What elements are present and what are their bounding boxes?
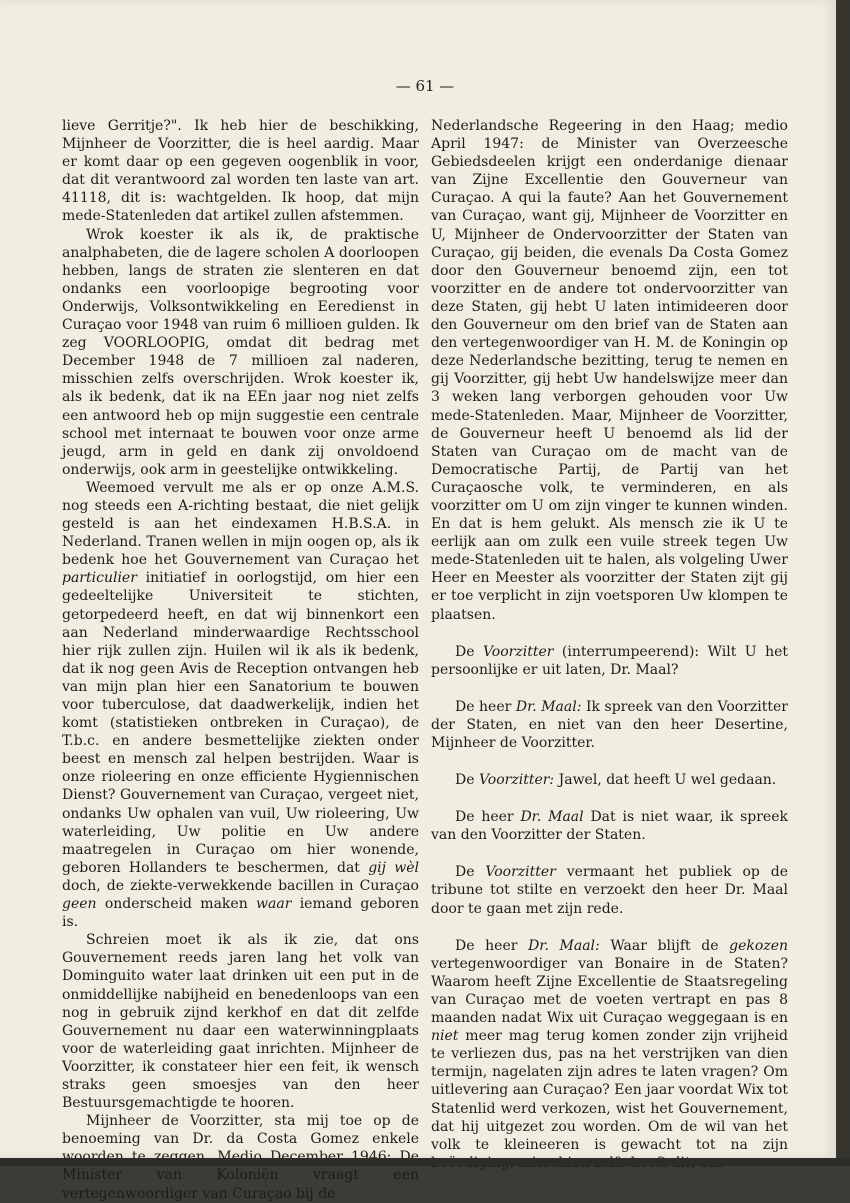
left-column xyxy=(62,117,419,1203)
speech-paragraph xyxy=(431,643,788,679)
text-run: Weemoed vervult me als er op onze A.M.S. nog steeds een A-richting bestaat, die niet gelijk gesteld is aan het eindexamen H.B.S.A. in Nederland. Tranen wellen in mijn oogen op, als ik bedenk hoe het Gouvernement van Curaçao het xyxy=(62,479,419,569)
speech-paragraph xyxy=(431,863,788,917)
text-run: De heer xyxy=(455,937,529,954)
italic-text: waar xyxy=(256,896,292,913)
speaker-name: Voorzitter xyxy=(482,643,554,660)
text-run: initiatief in oorlogstijd, om hier een gedeeltelijke Universiteit te stichten, getorpedeerd heeft, en dat wij binnenkort een aan Nederland minderwaardige Rechtsschool hier rijk zullen zijn. Huilen wil ik als ik bedenk, dat ik nog geen Avis de Reception ontvangen heb van mijn plan hier een Sanatorium te bouwen voor tuberculose, dat daadwerkelijk, indien het komt (statistieken ontbreken in Curaçao), de T.b.c. en andere besmettelijke ziekten onder beest en mensch zal helpen bestrijden. Waar is onze rioleering en onze efficiente Hygiennischen Dienst? Gouvernement van Curaçao, vergeet niet, ondanks Uw ophalen van vuil, Uw rioleering, Uw waterleiding, Uw politie en Uw andere maatregelen in Curaçao om hier wonende, geboren Hollanders te beschermen, dat xyxy=(62,570,419,876)
text-run: De heer xyxy=(455,809,521,826)
text-run: De xyxy=(455,643,483,660)
right-column xyxy=(431,117,788,1172)
speech-paragraph xyxy=(431,771,788,789)
text-run: Dat is niet waar, ik spreek van den Voorzitter der Staten. xyxy=(431,809,788,844)
text-run: vermaant het publiek op de tribune tot stilte en verzoekt den heer Dr. Maal door te gaan met zijn rede. xyxy=(431,864,788,917)
text-run: doch, de ziekte-verwekkende bacillen in Curaçao xyxy=(62,877,419,894)
text-run: Waar blijft de xyxy=(599,937,730,954)
italic-text: geen xyxy=(62,896,97,913)
italic-text: gekozen xyxy=(729,937,788,954)
text-run: onderscheid maken xyxy=(96,896,257,913)
page-edge-shadow xyxy=(836,0,850,1166)
speaker-name: Dr. Maal: xyxy=(528,937,600,954)
speaker-name: Voorzitter: xyxy=(478,772,555,789)
speech-paragraph xyxy=(431,808,788,844)
text-run: Jawel, dat heeft U wel gedaan. xyxy=(554,772,777,789)
italic-text: particulier xyxy=(62,570,137,587)
speech-paragraph xyxy=(431,698,788,752)
paragraph: Nederlandsche Regeering in den Haag; medio April 1947: de Minister van Overzeesche Gebiedsdeelen krijgt een onderdanige dienaar van Zijne Excellentie den Gouverneur van Curaçao. A qui la faute? Aan het Gouvernement van Curaçao, want gij, Mijnheer de Voorzitter en U, Mijnheer de Ondervoorzitter der Staten van Curaçao, gij beiden, die evenals Da Costa Gomez door den Gouverneur benoemd zijn, een tot voorzitter en de andere tot ondervoorzitter van deze Staten, gij hebt U laten intimideeren door den Gouverneur om den brief van de Staten aan den vertegenwoordiger van H. M. de Koningin op deze Nederlandsche bezitting, terug te nemen en gij Voorzitter, gij hebt Uw handelswijze meer dan 3 weken lang verborgen gehouden voor Uw mede-Statenleden. Maar, Mijnheer de Voorzitter, de Gouverneur heeft U benoemd als lid der Staten van Curaçao om de macht van de Democratische Partij, de Partij van het Curaçaosche volk, te verminderen, en als voorzitter om U om zijn vinger te kunnen winden. En dat is hem gelukt. Als mensch zie ik U te eerlijk aan om zulk een vuile streek tegen Uw mede-Statenleden uit te halen, als volgeling Uwer Heer en Meester als voorzitter der Staten zijt gij er toe verplicht in zijn voetsporen Uw klompen te plaatsen. xyxy=(431,118,788,623)
text-run: De xyxy=(455,864,486,881)
paragraph: Schreien moet ik als ik zie, dat ons Gouvernement reeds jaren lang het volk van Dominguito water laat drinken uit een put in de onmiddellijke nabijheid en benedenloops van een nog in gebruik zijnd kerkhof en dat dit zelfde Gouvernement nu daar een waterwinningplaats voor de waterleiding gaat inrichten. Mijnheer de Voorzitter, ik constateer hier een feit, ik wensch straks geen smoesjes van den heer Bestuursgemachtigde te hooren. xyxy=(62,932,419,1112)
text-run: De xyxy=(455,772,479,789)
text-run: (interrumpeerend): Wilt U het persoonlijke er uit laten, Dr. Maal? xyxy=(431,643,788,678)
italic-text: gij wèl xyxy=(368,859,419,876)
speaker-name: Dr. Maal xyxy=(520,809,584,826)
paragraph: Mijnheer de Voorzitter, sta mij toe op de benoeming van Dr. da Costa Gomez enkele Minister van Koloniën vraagt een vertegenwoordiger van Curaçao bij de xyxy=(62,1113,419,1202)
text-run: Ik spreek van den Voorzitter der Staten, en niet van den heer Desertine, Mijnheer de Voorzitter. xyxy=(431,698,788,751)
speaker-name: Dr. Maal: xyxy=(515,698,582,715)
paragraph: Wrok koester ik als ik, de praktische analphabeten, die de lagere scholen A doorloopen hebben, langs de straten zie slenteren en dat ondanks een voorloopige begrooting voor Onderwijs, Volksontwikkeling en Eeredienst in Curaçao voor 1948 van ruim 6 millioen gulden. Ik zeg VOORLOOPIG, omdat dit bedrag met December 1948 de 7 millioen zal naderen, misschien zelfs overschrijden. Wrok koester ik, als ik bedenk, dat ik na EEn jaar nog niet zelfs een antwoord heb op mijn suggestie een centrale school met internaat te bouwen voor onze arme jeugd, arm in geld en dank zij onvoldoend onderwijs, ook arm in geestelijke ontwikkeling. xyxy=(62,226,419,478)
italic-text: niet xyxy=(431,1028,459,1045)
speech-paragraph xyxy=(431,937,788,1172)
text-run: iemand geboren is. xyxy=(62,896,419,931)
text-run: meer mag terug komen zonder zijn vrijheid te verliezen dus, pas na het verstrijken van dien termijn, nagelaten zijn adres te laten vragen? Om uitlevering aan Curaçao? Een jaar voordat Wix tot Statenlid werd verkozen, wist het Gouvernement, dat hij uitgezet zou worden. Om de wil van het volk te kleineeren is gewacht tot na zijn xyxy=(431,1028,788,1153)
speaker-name: Voorzitter xyxy=(485,864,556,881)
paragraph: lieve Gerritje?". Ik heb hier de beschikking, Mijnheer de Voorzitter, die is heel aardig. Maar er komt daar op een gegeven oogenblik in voor, dat dit verantwoord zal worden ten laste van art. 41118, dit is: wachtgelden. Ik hoop, dat mijn mede-Statenleden dat artikel zullen afstemmen. xyxy=(62,118,419,225)
text-run: vertegenwoordiger van Bonaire in de Staten? Waarom heeft Zijne Excellentie de Staatsregeling van Curaçao met de voeten vertrapt en pas 8 maanden nadat Wix uit Curaçao weggegaan is en xyxy=(431,955,788,1027)
paragraph xyxy=(62,479,419,931)
page-number: — 61 — xyxy=(395,77,455,95)
text-run: De heer xyxy=(455,698,516,715)
page-edge-shadow xyxy=(0,1158,850,1166)
